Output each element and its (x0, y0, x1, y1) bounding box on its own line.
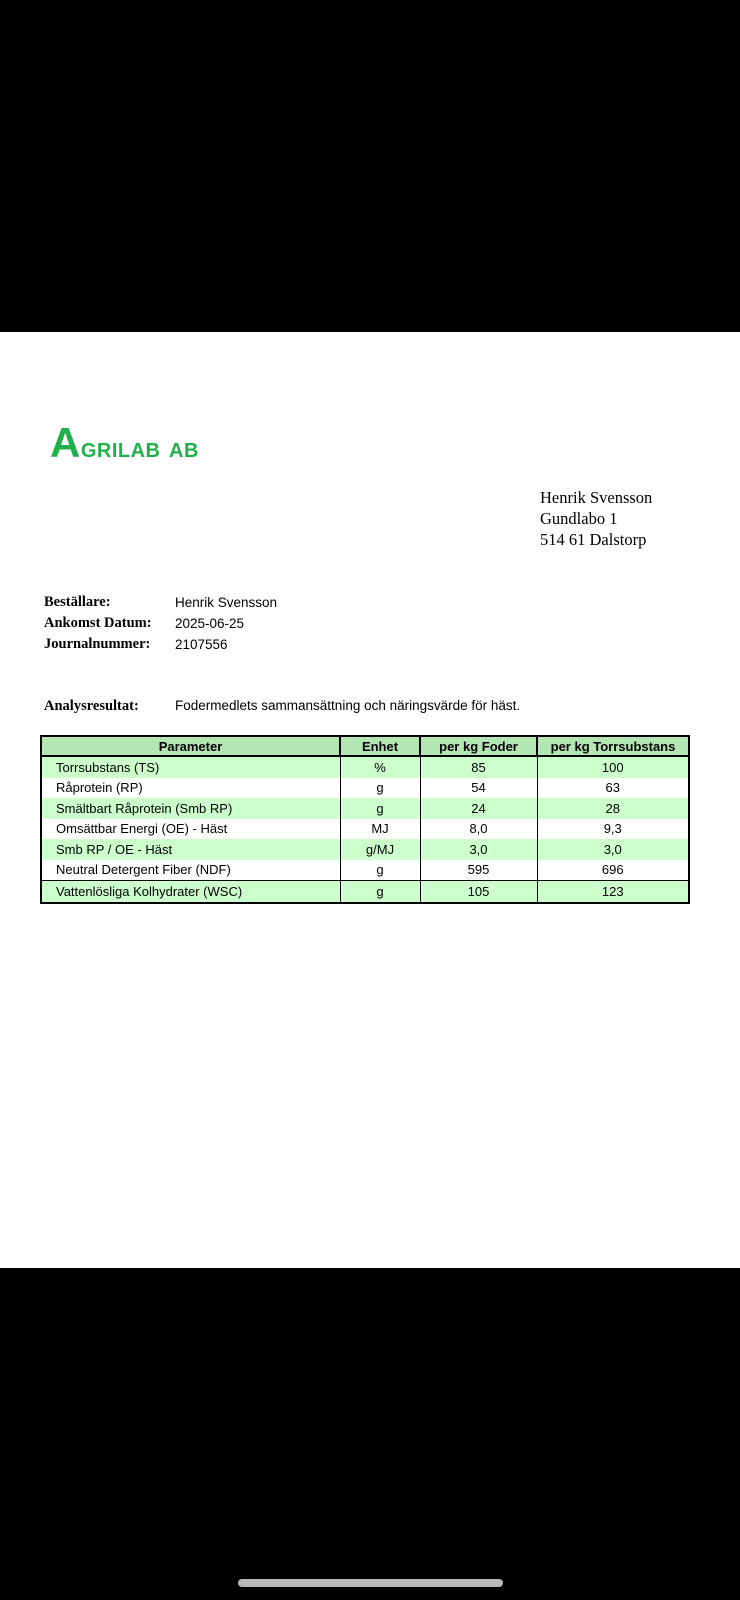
cell-ts: 28 (537, 798, 689, 819)
cell-unit: g/MJ (340, 839, 420, 860)
cell-foder: 54 (420, 778, 537, 799)
table-row (41, 839, 689, 860)
order-meta (44, 592, 277, 655)
header-per-kg-foder: per kg Foder (420, 736, 537, 756)
table-header-row (41, 736, 689, 756)
logo-rest: grilab ab (80, 432, 199, 464)
cell-unit: % (340, 756, 420, 778)
cell-ts: 696 (537, 860, 689, 881)
logo-initial: A (50, 419, 81, 466)
recipient-street: Gundlabo 1 (540, 509, 618, 528)
table-row (41, 756, 689, 778)
cell-parameter: Omsättbar Energi (OE) - Häst (41, 819, 340, 840)
meta-row-orderer (44, 592, 277, 613)
orderer-value: Henrik Svensson (175, 595, 278, 610)
analysis-label: Analysresultat: (44, 698, 139, 714)
table-row (41, 819, 689, 840)
arrival-value: 2025-06-25 (175, 616, 245, 631)
table-row (41, 778, 689, 799)
results-table (40, 735, 690, 904)
recipient-name: Henrik Svensson (540, 488, 653, 507)
header-per-kg-ts: per kg Torrsubstans (537, 736, 689, 756)
cell-foder: 3,0 (420, 839, 537, 860)
table-row (41, 798, 689, 819)
header-unit: Enhet (340, 736, 420, 756)
cell-unit: g (340, 860, 420, 881)
recipient-address (540, 487, 652, 550)
cell-ts: 100 (537, 756, 689, 778)
cell-unit: g (340, 778, 420, 799)
analysis-text: Fodermedlets sammansättning och näringsvärde för häst. (175, 698, 521, 713)
cell-foder: 105 (420, 881, 537, 903)
journal-label: Journalnummer: (44, 636, 151, 652)
cell-foder: 24 (420, 798, 537, 819)
company-logo (50, 419, 199, 466)
cell-parameter: Neutral Detergent Fiber (NDF) (41, 860, 340, 881)
document-page (0, 332, 740, 1268)
cell-foder: 85 (420, 756, 537, 778)
journal-value: 2107556 (175, 637, 228, 652)
cell-ts: 63 (537, 778, 689, 799)
cell-unit: g (340, 881, 420, 903)
cell-ts: 3,0 (537, 839, 689, 860)
header-parameter: Parameter (41, 736, 340, 756)
cell-parameter: Vattenlösliga Kolhydrater (WSC) (41, 881, 340, 903)
analysis-description (44, 696, 520, 716)
table-row (41, 860, 689, 881)
cell-foder: 8,0 (420, 819, 537, 840)
cell-ts: 9,3 (537, 819, 689, 840)
cell-foder: 595 (420, 860, 537, 881)
cell-parameter: Råprotein (RP) (41, 778, 340, 799)
cell-ts: 123 (537, 881, 689, 903)
table-row (41, 881, 689, 903)
cell-parameter: Smältbart Råprotein (Smb RP) (41, 798, 340, 819)
cell-unit: g (340, 798, 420, 819)
home-indicator[interactable] (238, 1579, 503, 1587)
cell-parameter: Smb RP / OE - Häst (41, 839, 340, 860)
orderer-label: Beställare: (44, 594, 111, 610)
arrival-label: Ankomst Datum: (44, 615, 152, 631)
recipient-city: 514 61 Dalstorp (540, 530, 647, 549)
meta-row-journal (44, 634, 277, 655)
cell-unit: MJ (340, 819, 420, 840)
meta-row-arrival (44, 613, 277, 634)
cell-parameter: Torrsubstans (TS) (41, 756, 340, 778)
